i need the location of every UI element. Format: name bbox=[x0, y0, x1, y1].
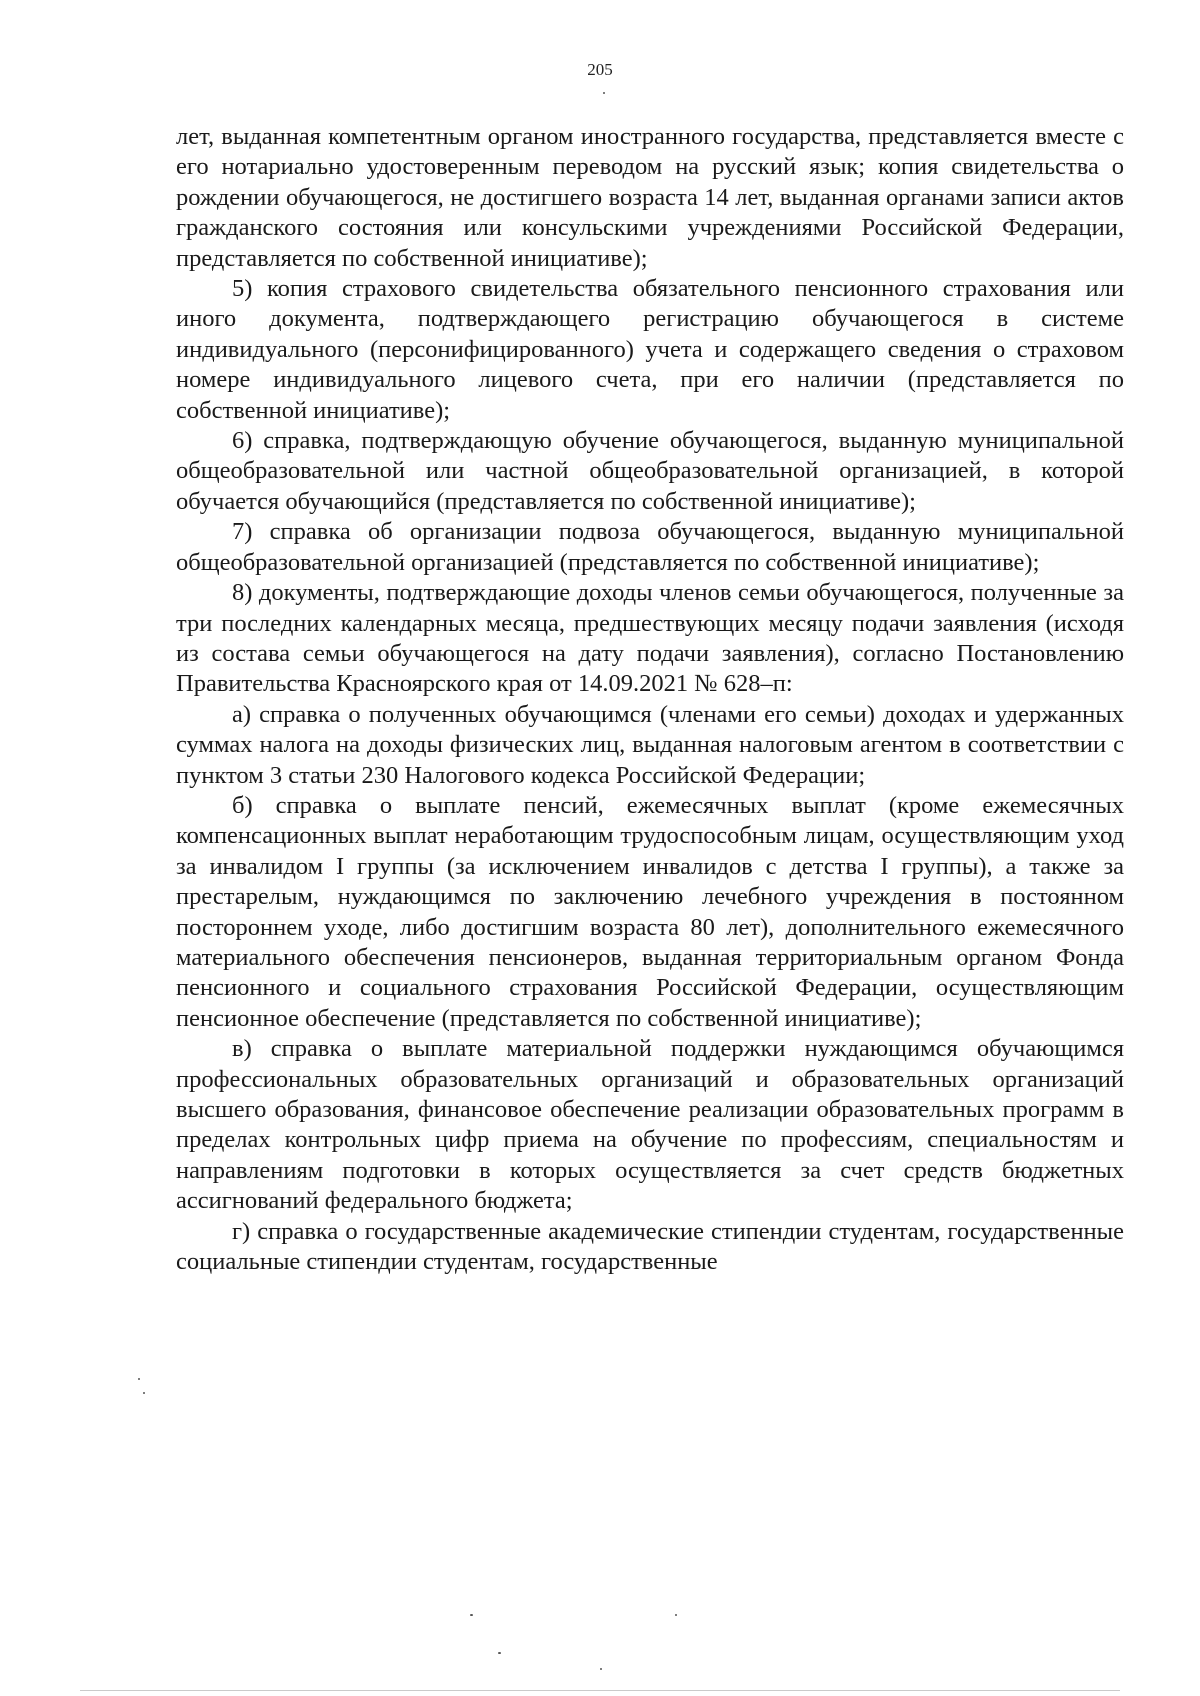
paragraph-item-5: 5) копия страхового свидетельства обязательного пенсионного страхования или иного документа, подтверждающего регистрацию обучающегося в системе индивидуального (персонифицированного) учета и содержащего сведения о страховом номере индивидуального лицевого счета, при его наличии (представляется по собственной инициативе); bbox=[176, 275, 1124, 424]
paragraph-item-8v: в) справка о выплате материальной поддержки нуждающимся обучающимся профессиональных образовательных организаций и образовательных организаций высшего образования, финансовое обеспечение реализации образовательных программ в пределах контрольных цифр приема на обучение по профессиям, специальностям и направлениям подготовки в которых осуществляется за счет средств бюджетных ассигнований федерального бюджета; bbox=[176, 1035, 1124, 1215]
paragraph-item-7: 7) справка об организации подвоза обучающегося, выданную муниципальной общеобразовательной организацией (представляется по собственной инициативе); bbox=[176, 518, 1124, 576]
paragraph-item-8g: г) справка о государственные академические стипендии студентам, государственные социальные стипендии студентам, государственные bbox=[176, 1217, 1124, 1276]
paragraph-item-8b: б) справка о выплате пенсий, ежемесячных выплат (кроме ежемесячных компенсационных выплат неработающим трудоспособным лицам, осуществляющим уход за инвалидом I группы (за исключением инвалидов с детства I группы), а также за престарелым, нуждающимся по заключению лечебного учреждения в постоянном постороннем уходе, либо достигшим возраста 80 лет), дополнительного ежемесячного материального обеспечения пенсионеров, выданная территориальным органом Фонда пенсионного и социального страхования Российской Федерации, осуществляющим пенсионное обеспечение (представляется по собственной инициативе); bbox=[176, 791, 1124, 1032]
scan-speck bbox=[603, 92, 605, 94]
paragraph-item-8: 8) документы, подтверждающие доходы членов семьи обучающегося, полученные за три последних календарных месяца, предшествующих месяцу подачи заявления (исходя из состава семьи обучающегося на дату подачи заявления), согласно Постановлению Правительства Красноярского края от 14.09.2021 № 628–п: bbox=[176, 579, 1124, 698]
document-body bbox=[176, 122, 1124, 1277]
scan-speck bbox=[143, 1392, 145, 1394]
paragraph-item-8a: а) справка о полученных обучающимся (членами его семьи) доходах и удержанных суммах налога на доходы физических лиц, выданная налоговым агентом в соответствии с пунктом 3 статьи 230 Налогового кодекса Российской Федерации; bbox=[176, 700, 1124, 789]
scan-speck bbox=[470, 1614, 473, 1616]
scan-speck bbox=[138, 1378, 140, 1380]
paragraph-continuation: лет, выданная компетентным органом иностранного государства, представляется вместе с его нотариально удостоверенным переводом на русский язык; копия свидетельства о рождении обучающегося, не достигшего возраста 14 лет, выданная органами записи актов гражданского состояния или консульскими учреждениями Российской Федерации, представляется по собственной инициативе); bbox=[176, 123, 1124, 272]
scan-edge-line bbox=[80, 1690, 1120, 1691]
scan-speck bbox=[498, 1652, 501, 1654]
scan-speck bbox=[675, 1614, 677, 1616]
page-number: 205 bbox=[587, 60, 613, 79]
paragraph-item-6: 6) справка, подтверждающую обучение обучающегося, выданную муниципальной общеобразовательной или частной общеобразовательной организацией, в которой обучается обучающийся (представляется по собственной инициативе); bbox=[176, 427, 1124, 515]
scan-speck bbox=[600, 1668, 602, 1670]
